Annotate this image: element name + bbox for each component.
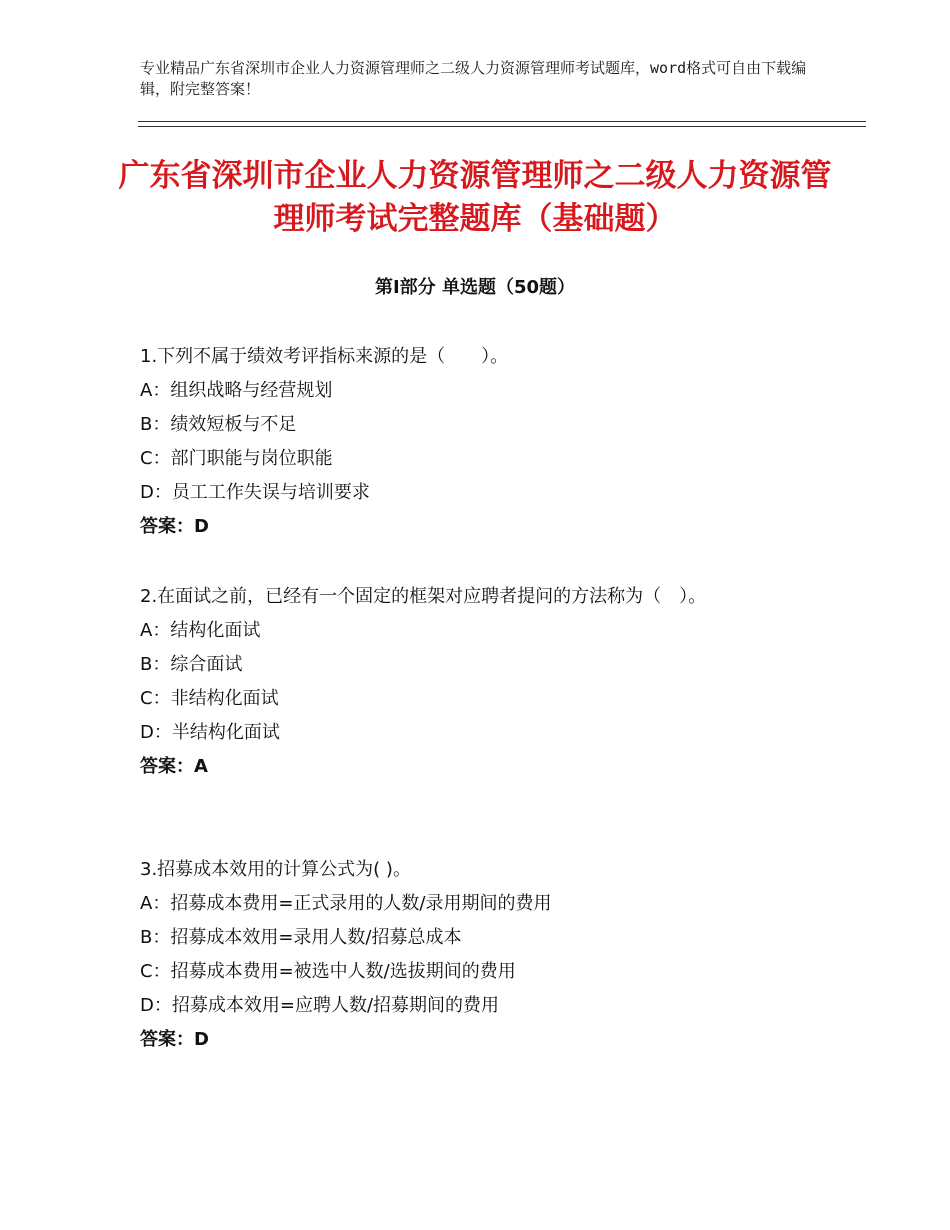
option-c: C：部门职能与岗位职能 [140,448,333,469]
option-d: D：招募成本效用=应聘人数/招募期间的费用 [140,995,500,1016]
question-stem: 1.下列不属于绩效考评指标来源的是（ ）。 [140,346,509,367]
option-a: A：组织战略与经营规划 [140,380,333,401]
question-block [140,340,790,544]
question-stem: 3.招募成本效用的计算公式为( )。 [140,859,411,880]
option-c: C：招募成本费用=被选中人数/选拔期间的费用 [140,961,516,982]
answer: 答案：D [140,1029,209,1050]
header-divider-bottom [138,126,866,127]
option-a: A：结构化面试 [140,620,261,641]
option-c: C：非结构化面试 [140,688,279,709]
answer: 答案：D [140,516,209,537]
option-d: D：半结构化面试 [140,722,280,743]
document-title: 广东省深圳市企业人力资源管理师之二级人力资源管理师考试完整题库（基础题） [118,158,832,237]
option-b: B：绩效短板与不足 [140,414,297,435]
option-b: B：招募成本效用=录用人数/招募总成本 [140,927,462,948]
option-d: D：员工工作失误与培训要求 [140,482,370,503]
header-divider-top [138,121,866,122]
option-b: B：综合面试 [140,654,243,675]
answer: 答案：A [140,756,208,777]
section-heading: 第Ⅰ部分 单选题（50题） [374,277,575,298]
question-stem: 2.在面试之前，已经有一个固定的框架对应聘者提问的方法称为（ ）。 [140,586,707,607]
option-a: A：招募成本费用=正式录用的人数/录用期间的费用 [140,893,552,914]
question-block [140,580,790,784]
header-note: 专业精品广东省深圳市企业人力资源管理师之二级人力资源管理师考试题库，word格式可自由下载编辑，附完整答案！ [140,59,807,98]
question-block [140,853,790,1057]
